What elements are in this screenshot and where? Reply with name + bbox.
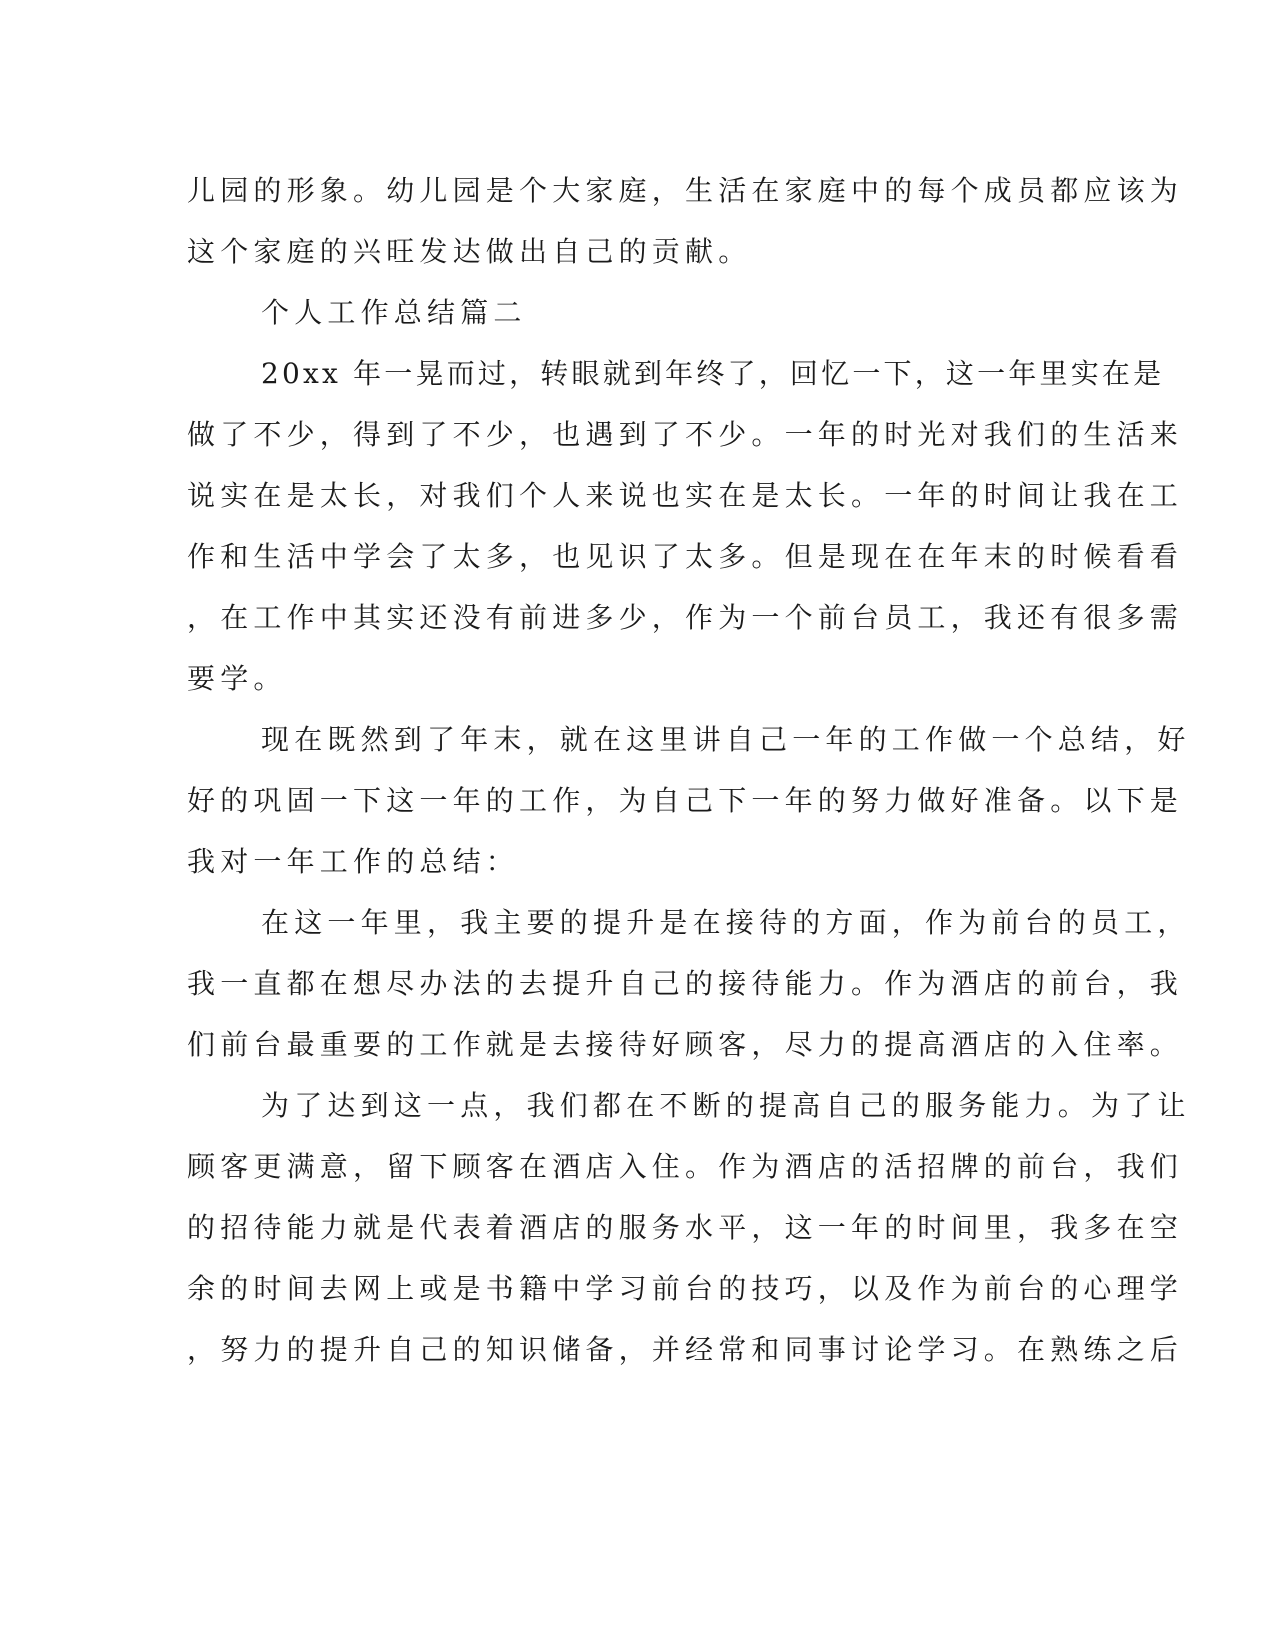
text-line: 作和生活中学会了太多，也见识了太多。但是现在在年末的时候看看: [187, 540, 1184, 573]
text-line: 说实在是太长，对我们个人来说也实在是太长。一年的时间让我在工: [187, 479, 1184, 512]
text-line: ，在工作中其实还没有前进多少，作为一个前台员工，我还有很多需: [187, 601, 1184, 634]
text-line: 儿园的形象。幼儿园是个大家庭，生活在家庭中的每个成员都应该为: [187, 174, 1184, 207]
document-body: [187, 160, 1191, 1380]
text-line: 要学。: [187, 662, 287, 695]
text-line: 在这一年里，我主要的提升是在接待的方面，作为前台的员工，: [261, 906, 1191, 939]
text-line: 的招待能力就是代表着酒店的服务水平，这一年的时间里，我多在空: [187, 1211, 1184, 1244]
text-line: 们前台最重要的工作就是去接待好顾客，尽力的提高酒店的入住率。: [187, 1028, 1184, 1061]
text-line: ，努力的提升自己的知识储备，并经常和同事讨论学习。在熟练之后: [187, 1333, 1184, 1366]
text-line: 这个家庭的兴旺发达做出自己的贡献。: [187, 235, 752, 268]
text-line: 余的时间去网上或是书籍中学习前台的技巧，以及作为前台的心理学: [187, 1272, 1184, 1305]
text-line: 20xx 年一晃而过，转眼就到年终了，回忆一下，这一年里实在是: [261, 357, 1165, 390]
section-heading: 个人工作总结篇二: [261, 296, 527, 329]
text-line: 我一直都在想尽办法的去提升自己的接待能力。作为酒店的前台，我: [187, 967, 1184, 1000]
text-line: 我对一年工作的总结：: [187, 845, 520, 878]
text-line: 顾客更满意，留下顾客在酒店入住。作为酒店的活招牌的前台，我们: [187, 1150, 1184, 1183]
text-line: 好的巩固一下这一年的工作，为自己下一年的努力做好准备。以下是: [187, 784, 1184, 817]
text-line: 现在既然到了年末，就在这里讲自己一年的工作做一个总结，好: [261, 723, 1191, 756]
text-line: 做了不少，得到了不少，也遇到了不少。一年的时光对我们的生活来: [187, 418, 1184, 451]
text-line: 为了达到这一点，我们都在不断的提高自己的服务能力。为了让: [261, 1089, 1191, 1122]
